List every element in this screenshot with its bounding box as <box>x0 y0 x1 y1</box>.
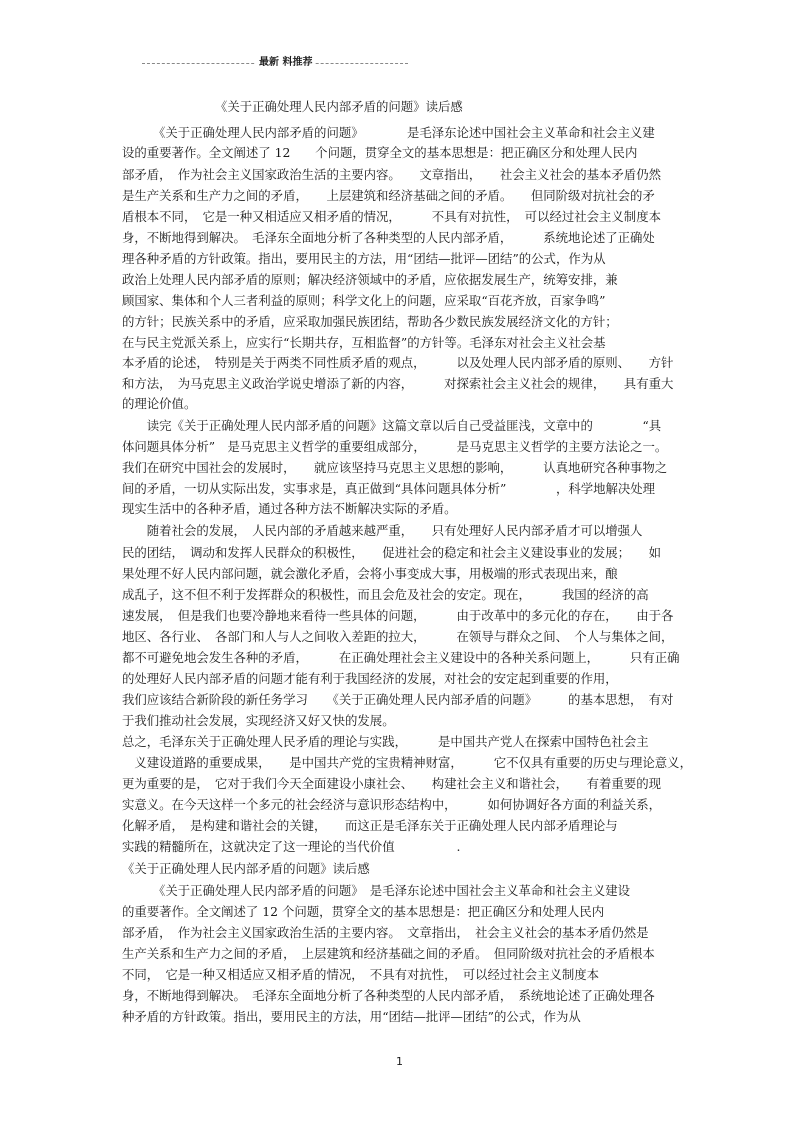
text-line: 我们应该结合新阶段的新任务学习 《关于正确处理人民内部矛盾的问题》 的基本思想， 有对 <box>122 692 674 707</box>
text-line: 设的重要著作。全文阐述了 12 个问题，贯穿全文的基本思想是：把正确区分和处理人民内 <box>122 145 638 160</box>
text-line: 在与民主党派关系上，应实行“长期共存，互相监督”的方针等。毛泽东对社会主义社会基 <box>122 335 606 350</box>
text-line: 义建设道路的重要成果， 是中国共产党的宝贵精神财富， 它不仅具有重要的历史与理论意义， <box>122 755 692 770</box>
text-line: 现实生活中的各种矛盾，通过各种方法不断解决实际的矛盾。 <box>122 501 457 516</box>
text-line: 化解矛盾， 是构建和谐社会的关键， 而这正是毛泽东关于正确处理人民内部矛盾理论与 <box>122 818 618 833</box>
text-line: 和方法， 为马克思主义政治学说史增添了新的内容， 对探索社会主义社会的规律， 具有重大 <box>122 376 674 391</box>
text-line: 速发展， 但是我们也要冷静地来看待一些具体的问题， 由于改革中的多元化的存在， 由于各 <box>122 608 674 623</box>
text-line: 实践的精髓所在，这就决定了这一理论的当代价值 . <box>122 839 461 854</box>
text-line: 果处理不好人民内部问题，就会激化矛盾，会将小事变成大事，用极端的形式表现出来，酿 <box>122 566 618 581</box>
text-line: 地区、各行业、 各部门和人与人之间收入差距的拉大， 在领导与群众之间、 个人与集体之间， <box>122 629 674 644</box>
text-line: 生产关系和生产力之间的矛盾， 上层建筑和经济基础之间的矛盾。 但同阶级对抗社会的矛盾根本 <box>122 946 655 961</box>
text-line: 间的矛盾，一切从实际出发，实事求是，真正做到“具体问题具体分析” ，科学地解决处理 <box>122 481 656 496</box>
text-line: 身，不断地得到解决。 毛泽东全面地分析了各种类型的人民内部矛盾， 系统地论述了正确处 <box>122 230 655 245</box>
text-line: 的方针；民族关系中的矛盾，应采取加强民族团结，帮助各少数民族发展经济文化的方针； <box>122 314 618 329</box>
text-line: 随着社会的发展， 人民内部的矛盾越来越严重， 只有处理好人民内部矛盾才可以增强人 <box>122 523 643 538</box>
text-line: 种矛盾的方针政策。指出，要用民主的方法，用“团结—批评—团结”的公式，作为从 <box>122 1009 581 1024</box>
text-line: 我们在研究中国社会的发展时， 就应该坚持马克思主义思想的影响， 认真地研究各种事物之 <box>122 460 668 475</box>
text-line: 《关于正确处理人民内部矛盾的问题》读后感 <box>122 861 370 876</box>
text-line: 《关于正确处理人民内部矛盾的问题》读后感 <box>122 99 463 114</box>
text-line: 《关于正确处理人民内部矛盾的问题》 是毛泽东论述中国社会主义革命和社会主义建 <box>122 125 655 140</box>
text-line: 理各种矛盾的方针政策。指出，要用民主的方法，用“团结—批评—团结”的公式，作为从 <box>122 251 606 266</box>
text-line: 成乱子，这不但不利于发挥群众的积极性，而且会危及社会的安定。现在， 我国的经济的高 <box>122 587 649 602</box>
text-line: 于我们推动社会发展，实现经济又好又快的发展。 <box>122 713 395 728</box>
text-line: 部矛盾， 作为社会主义国家政治生活的主要内容。 文章指出， 社会主义社会的基本矛盾仍然是 <box>122 925 649 940</box>
text-line: 身，不断地得到解决。 毛泽东全面地分析了各种类型的人民内部矛盾， 系统地论述了正确处理各 <box>122 988 655 1003</box>
text-line: 《关于正确处理人民内部矛盾的问题》 是毛泽东论述中国社会主义革命和社会主义建设 <box>122 883 631 898</box>
text-line: 的重要著作。全文阐述了 12 个问题，贯穿全文的基本思想是：把正确区分和处理人民内 <box>122 904 605 919</box>
text-line: 民的团结， 调动和发挥人民群众的积极性， 促进社会的稳定和社会主义建设事业的发展； 如 <box>122 545 661 560</box>
text-line: 政治上处理人民内部矛盾的原则；解决经济领域中的矛盾，应依据发展生产，统筹安排，兼 <box>122 272 618 287</box>
page-number: 1 <box>396 1055 403 1068</box>
text-line: 都不可避免地会发生各种的矛盾， 在正确处理社会主义建设中的各种关系问题上， 只有正确 <box>122 650 680 665</box>
text-line: 的理论价值。 <box>122 396 197 411</box>
text-line: 体问题具体分析” 是马克思主义哲学的重要组成部分， 是马克思主义哲学的主要方法论之一。 <box>122 439 668 454</box>
text-line: 总之，毛泽东关于正确处理人民矛盾的理论与实践， 是中国共产党人在探索中国特色社会主 <box>122 734 649 749</box>
text-line: 实意义。在今天这样一个多元的社会经济与意识形态结构中， 如何协调好各方面的利益关系， <box>122 797 661 812</box>
text-line: 不同， 它是一种又相适应又相矛盾的情况， 不具有对抗性， 可以经过社会主义制度本 <box>122 967 600 982</box>
text-line: 是生产关系和生产力之间的矛盾， 上层建筑和经济基础之间的矛盾。 但同阶级对抗社会的矛 <box>122 188 655 203</box>
text-line: 盾根本不同， 它是一种又相适应又相矛盾的情况， 不具有对抗性， 可以经过社会主义制度本 <box>122 209 661 224</box>
text-line: 更为重要的是， 它对于我们今天全面建设小康社会、 构建社会主义和谐社会， 有着重要的现 <box>122 776 661 791</box>
header-label: 最新 料推荐 <box>256 56 315 70</box>
text-line: 本矛盾的论述， 特别是关于两类不同性质矛盾的观点， 以及处理人民内部矛盾的原则、 方针 <box>122 355 674 370</box>
text-line: 顾国家、集体和个人三者利益的原则；科学文化上的问题，应采取“百花齐放，百家争鸣” <box>122 293 606 308</box>
text-line: 读完《关于正确处理人民内部矛盾的问题》这篇文章以后自己受益匪浅，文章中的 “具 <box>122 418 662 433</box>
text-line: 的处理好人民内部矛盾的问题才能有利于我国经济的发展，对社会的安定起到重要的作用， <box>122 671 618 686</box>
page-header <box>142 56 408 70</box>
text-line: 部矛盾， 作为社会主义国家政治生活的主要内容。 文章指出， 社会主义社会的基本矛盾仍然 <box>122 167 661 182</box>
